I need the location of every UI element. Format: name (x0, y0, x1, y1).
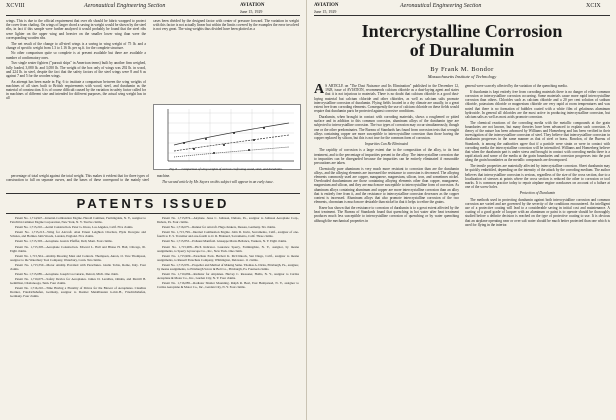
paragraph: Chemically pure aluminum is very much more resistant to corrosion than are the duralumin alloys, and the alloying elements are increased the resistance to corrosion is decreased. The alloying elements commonly used are copper, manganese, magnesium, silicon, iron, and sometimes nickel. Overloaded duraluminum are those containing alloying elements other than copper, manganese, magnesium and silicon, and they are much more susceptible to intercrystalline form of corrosion. As aluminum alloys containing aluminum and copper are more intercrystalline corrosion than an alloy that is entirely free from it, and the resistance to intercrystalline corrosion decreases as the copper content is increased. Aluminum alloys that also promote intercrystalline corrosion of the two elements, chromium is much more desirable than nickel in that it helps to refine the grains. (314, 166, 459, 205)
right-header-rule (314, 15, 610, 16)
lead-paragraph-text: S ARTICLE on "The Dust Nuisance and Its Elimination" published in the December 12, 1928, issue of AVIATION, recommends calcium chloride as a dust-laying agent and states that it is not injurious to materials. There is no doubt that calcium chloride is a good dust-laying material but calcium chloride and other chlorides, as well as calcium salts promote intercrystalline corrosion of duralumin. Flying fields located in a dry climate are usually, in a great extent free from corroding elements. Consequently the use of calcium chloride on these fields would require that duralumin parts be protected against corrosive conditions. (314, 84, 459, 114)
patent-entry: Patent No. 1,716,085—Radiator Shutter Mounting. Ralph R. Beal, East Hempstead, N. Y., assignor to Curtiss Aeroplane & Motor Co., Inc., Garden City, N. Y. Four claims. (157, 281, 299, 289)
left-article-column-1 (6, 19, 146, 191)
right-page (308, 0, 616, 420)
paragraph: general were scarcely affected by the variation of the quenching media. (465, 84, 568, 88)
patents-column-2 (153, 217, 299, 417)
patent-entry: Patent No. 1,716,675—Runner for Aircraft. Hugo Junkers, Dessau, Germany. Six claims. (162, 225, 276, 230)
right-issue-date: June 15, 1929 (314, 9, 337, 14)
paragraph: The tensile properties are materially affected by intercrystalline corrosion. Sheet duralumin may be quickly embrittled, depending on the intensity of the attack by the corroding medium. The author believes that intercrystalline corrosion is serious, regardless of the size of the cross section, due to a localization of stresses at points where the cross section is reduced the other to corrosion or tool marks. It is common practice today to repair airplane engine crankcases on account of a failure at one of the screw holes. (465, 164, 610, 190)
right-page-number: XCIX (586, 3, 601, 9)
patent-entry: Patent No. 1,715,550—Motor Airship Provided with Parachutes. Giulio Tobia, Rome, Italy. Four claims. (10, 262, 146, 271)
left-article-tail (6, 174, 300, 192)
patent-entry: Patent No. 1,715,685—Aeroplane. Joseph Coccanario, Detroit, Mich. One claim. (15, 272, 119, 277)
patent-entry: Patent No. 1,715,504—Airship Mooring Mast and Controls. Thompson, Akron, O. Vere Thompson, assignor to the Waterbury Tool Company, Waterbury, Conn. Ten claims. (10, 253, 146, 262)
paragraph: The net result of the change to all-steel wings is a saving in wing weight of 75 lb. and a change of specific weight from 1.3 to 1.16 lb. per sq.ft. for the complete structure. (6, 41, 146, 50)
article-title-line-1: Intercrystalline Corrosion (361, 21, 563, 41)
graph-svg (154, 105, 300, 169)
wing-weight-graph (153, 104, 301, 170)
article-byline: By Frank M. Bondor (430, 66, 494, 73)
patent-entry: Patent No. 1,716,075—Safety Device for Aeroplanes. James D. Lerailles, Omaha, and Merrill B. Gemillion, Chattanooga, Tenn. Four claims. (10, 277, 146, 286)
patent-entry: Patent No. 1,715,303—Aeroplane. Gustav Pfeiffer, Dell, Mont. Four claims. (15, 239, 113, 244)
lead-paragraph (314, 84, 459, 113)
right-article-column-2 (465, 84, 610, 418)
drop-cap: A (314, 84, 325, 97)
section-subhead: Impurities Can Be Eliminated (364, 142, 409, 147)
left-issue-date: June 15, 1929 (240, 9, 263, 14)
paragraph: cases been divided by the designed factor with center of pressure forward. The variation in weight with this factor is not actually linear but within the limits covered by the examples the error involved is not very great. The wing weights thus divided have been plotted as a (153, 19, 299, 32)
paragraph: The methods used in protecting duralumin against both intercrystalline corrosion and common corrosion are varied and are governed by the severity of the conditions encountered. An intelligent use of a protective coating will lead to a considerable saving in initial cost and maintenance. A coating of a good grade of lacquer with an aluminum or paint is to operate should be thoroughly studied before a definite decision is reached on the type of protective coating to use. It is obvious that an airplane operating near or over salt water should be much better protected than one which is used for flying in the interior. (465, 197, 610, 227)
paragraph: Knerr has shown that the resistance to corrosion of duralumin is to a great extent affected by the heat treatment. The Bureau of Standards found that quenching in hot water after heat treatment produces much less susceptible to intercrystalline corrosion of quenching or by water quenching although the mechanical properties in (314, 205, 459, 223)
right-article-column-1 (314, 84, 459, 418)
patent-entry: Patent No. 1,715,874—Airplane. Jesse C. Johnson, Dubois, Pa., assignor to Johnson Aeroplane Corp., Dubois, Pa. Four claims. (157, 217, 299, 224)
patent-entry: Patent No. 1,715,909—Parachute Pack. Herbert K. McClintock, San Diego, Calif., assignor to mesne assignments, to Russell Parachute Company, Wilmington, Delaware. 11 claims. (157, 253, 299, 262)
left-page (0, 0, 307, 420)
patent-entry: Patent No. 1,716,084—Radiator for Airplanes. Harvey C. Reasoner, Hollis, N. Y., assignor to Curtiss Aeroplane & Motor Co., Inc., Garden City, N. Y. Four claims. (157, 272, 299, 280)
patent-entry: Patent No. 1,714,947—Internal-Combustion Engine. Harold Caminez, Farmingdale, N. Y., assignor to Fairchild-Caminez Engine Corporation, New York, N. Y. Twelve claims. (10, 217, 146, 224)
article-affiliation: Massachusetts Institute of Technology (427, 74, 497, 79)
left-journal-title: Aeronautical Engineering Section (84, 3, 166, 9)
left-issue-name: AVIATION (240, 3, 265, 8)
patents-heading: PATENTS ISSUED (76, 196, 230, 211)
figure-caption: Fig. 6 — Comparison of wing weights of various craft using wood, steel, and duralumin. (169, 167, 283, 171)
paragraph: No other comparison quite so complete is at present available but there are available a number of confirmatory ones. (6, 51, 146, 60)
patent-entry: Patent No. 1,715,305—Aeroplane Construction. Edward L. Hall and Blaise H. Hall, Chicago, Ill. Eight claims. (10, 244, 146, 253)
patent-entry: Patent No. 1,716,210—Time Having a Plurality of Drives for the Blower of Aeroplanes. Claudius Dornier, Friedrichshafen, Germany, assignor to Dornier Metallbauten G.m.b.H., Friedrichshafen, Germany. Four claims. (10, 286, 146, 299)
patent-entry: Patent No. 1,715,853—Exhaust Manifold. Giuseppe Mario Bellanca, Yonkers, N. Y. Eight claims. (162, 239, 287, 244)
patent-entry: Patent No. 1,715,213—Wing for Aircraft. Alan Ernest Leighton Chorlton, Hyde Dowgate and Scholes, and Holmes John Woods, London, England. Five claims. (10, 230, 146, 239)
patent-entry: Patent No. 1,715,908—Pitch Indicator. Laurence Sperry, Farmingdale, N. Y., assignor, by mesne assignments, to Sperry Gyroscope Co., Inc., New York. One claim. (157, 244, 299, 253)
paragraph: Two single seater fighters ("pursuit ships" in American terms) built by another firm weighed, fully loaded, 3,080 lb. and 3,050 lb. The weight of the box only of wings was 292 lb. in wood, and 224 lb. in steel, despite the fact that the safety factors of the steel wings were 8 and 6 as against 7 and 5 for the wooden wings. (6, 61, 146, 78)
paragraph: An attempt has been made in Fig. 6 to institute a comparison between the wing weights of machines of all sizes built to British requirements with wood, steel, and duralumin as the material of construction. It is of course difficult caused by the variation in safety factor called for in machines of different size and intended for different purposes, the actual wing weight has in all (6, 79, 146, 101)
patent-entry: Patent No. 1,715,976—Propeller and Method of Making Same. Thomas A. Dicks, Pittsburgh, Pa., assignor, by mesne assignments, to Pittsburgh Screw & Bolt Co., Pittsburgh, Pa. Fourteen claims. (157, 262, 299, 271)
paragraph: The chemical reactions of the corroding media with the metallic compounds at the grain boundaries are not known, but many theories have been advanced to explain such corrosion. A theory of the nature has been advanced by Williams and Homerberg and has been verified in their investigation of the intercrystalline corrosion of steel. They believe that intercrystalline corrosion in duralumin progresses in the same manner as that of steel or brass. Rawdon, of the Bureau of Standards, is among the authorities agree that if a particle were strain or were in contact with corroding media the intercrystalline corrosion will be intensified. Williams and Homerberg believe that when the duralumin part is under stress and brought in contact with corroding media there is a rapid attack and some of the media at the grain boundaries and corrosion progresses into the part along the grain boundaries as the metallic compounds are decomposed. (465, 120, 610, 163)
right-journal-title: Aeronautical Engineering Section (400, 3, 482, 9)
paragraph: percentage of total weight against the total weight. This makes it evident that for three types of construction to fall on separate curves, and the bases of these correspond to the mainly steel machine. (6, 174, 171, 183)
patent-entry: Patent No. 1,715,210—Aerial Construction. Peter G. Kloss, Los Angeles, Calif. Five claims. (15, 225, 134, 230)
paragraph: wings. This is due to the official requirement that over rib should be fabric wrapped to protect the cover from chafing. On wings of larger chord a saving in weight would be shown by the steel ribs, in fact if this sample were further analyzed it would probably be found that the steel ribs were lighter on the upper wing and heavier on the smaller lower wing than were the corresponding wooden ribs. (6, 19, 146, 40)
section-subhead: Protection of Duralumin (519, 191, 556, 196)
left-article-column-2-top (153, 19, 299, 103)
patent-entry: Patent No. 1,715,799—Internal Combustion Engine. John D. Irwin, Sacramento, Calif., assignor of one-fourth to E. S. Trotzmer and one-fourth to O. R. Brainerd, Sacramento, Calif. Three claims. (157, 230, 299, 239)
article-title-line-2: of Duralumin (409, 40, 515, 60)
article-title (308, 22, 616, 60)
paragraph: Duralumin, when brought in contact with corroding materials, shows a roughened or pitted surface and in addition to this common corrosion, aluminum alloys of the duralumin type are subjected to intercrystalline corrosion. The two types of corrosion may occur simultaneously, though one or the other predominates. The Bureau of Standards has found from corrosion tests that wrought alloys containing copper are more susceptible to intercrystalline corrosion than those having the copper replaced by silicon, but this is not true for the common form of corrosion. (314, 114, 459, 140)
right-issue-name: AVIATION (314, 3, 339, 8)
sayers-note: The second article by Mr. Sayers on this subject will appear in an early issue. (162, 179, 274, 184)
left-header-rule (6, 15, 300, 16)
paragraph: The rapidity of corrosion is a large extent due to the composition of the alloy, to its heat treatment, and to the percentage of impurities present in the alloy. The intercrystalline corrosion due to impurities can be disregarded because the impurities can be entirely eliminated if reasonable precautions are taken. (314, 148, 459, 165)
left-page-number: XCVIII (6, 3, 25, 9)
paragraph: If duralumin is kept entirely free from corroding materials there is no danger of either common corrosion or intercrystalline corrosion occurring. Some materials cause more rapid intercrystalline corrosion than others. Chlorides such as calcium chloride and a 20 per cent solution of sodium chloride, potassium chloride or magnesium chloride are very rapid at room temperatures and was noted that there is no formation of bubbles coated with a white film of gelatinous aluminum hydroxide. In general all chlorides are the most active in producing intercrystalline corrosion, but calcium salts as well as most acids promote corrosion. (465, 89, 610, 119)
patents-column-1 (6, 217, 146, 417)
patents-rule-top (6, 193, 300, 194)
patents-rule-bottom (6, 213, 300, 214)
